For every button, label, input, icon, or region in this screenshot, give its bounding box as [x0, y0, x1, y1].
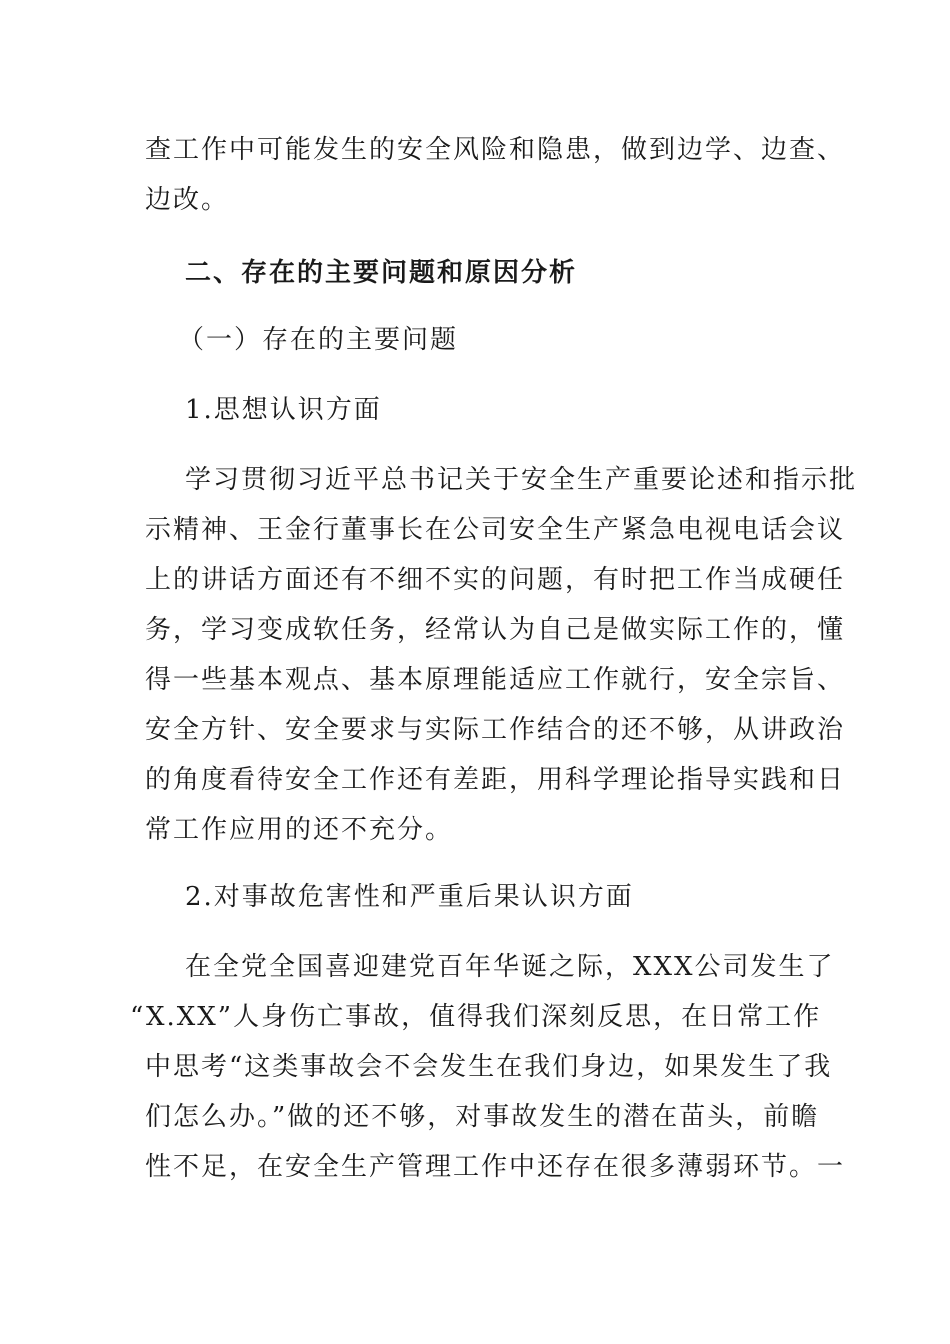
body-line: 性不足，在安全生产管理工作中还存在很多薄弱环节。一	[145, 1152, 846, 1182]
body-line: 务，学习变成软任务，经常认为自己是做实际工作的，懂	[145, 615, 846, 645]
body-line: 边改。	[145, 185, 230, 215]
body-line: 示精神、王金行董事长在公司安全生产紧急电视电话会议	[145, 515, 846, 545]
section-title: 二、存在的主要问题和原因分析	[185, 258, 578, 288]
body-line: “X.XX”人身伤亡事故，值得我们深刻反思，在日常工作	[130, 1002, 822, 1032]
subsection-title: （一）存在的主要问题	[178, 325, 459, 355]
body-line: 中思考“这类事故会不会发生在我们身边，如果发生了我	[145, 1052, 833, 1082]
body-line: 在全党全国喜迎建党百年华诞之际，XXX公司发生了	[185, 952, 835, 982]
body-line: 的角度看待安全工作还有差距，用科学理论指导实践和日	[145, 765, 846, 795]
body-line: 查工作中可能发生的安全风险和隐患，做到边学、边查、	[145, 135, 846, 165]
item-title: 1.思想认识方面	[185, 395, 382, 425]
body-line: 们怎么办。”做的还不够，对事故发生的潜在苗头，前瞻	[145, 1102, 820, 1132]
item-title: 2.对事故危害性和严重后果认识方面	[185, 882, 634, 912]
body-line: 得一些基本观点、基本原理能适应工作就行，安全宗旨、	[145, 665, 846, 695]
body-line: 安全方针、安全要求与实际工作结合的还不够，从讲政治	[145, 715, 846, 745]
body-line: 常工作应用的还不充分。	[145, 815, 454, 845]
body-line: 上的讲话方面还有不细不实的问题，有时把工作当成硬任	[145, 565, 846, 595]
body-line: 学习贯彻习近平总书记关于安全生产重要论述和指示批	[185, 465, 858, 495]
